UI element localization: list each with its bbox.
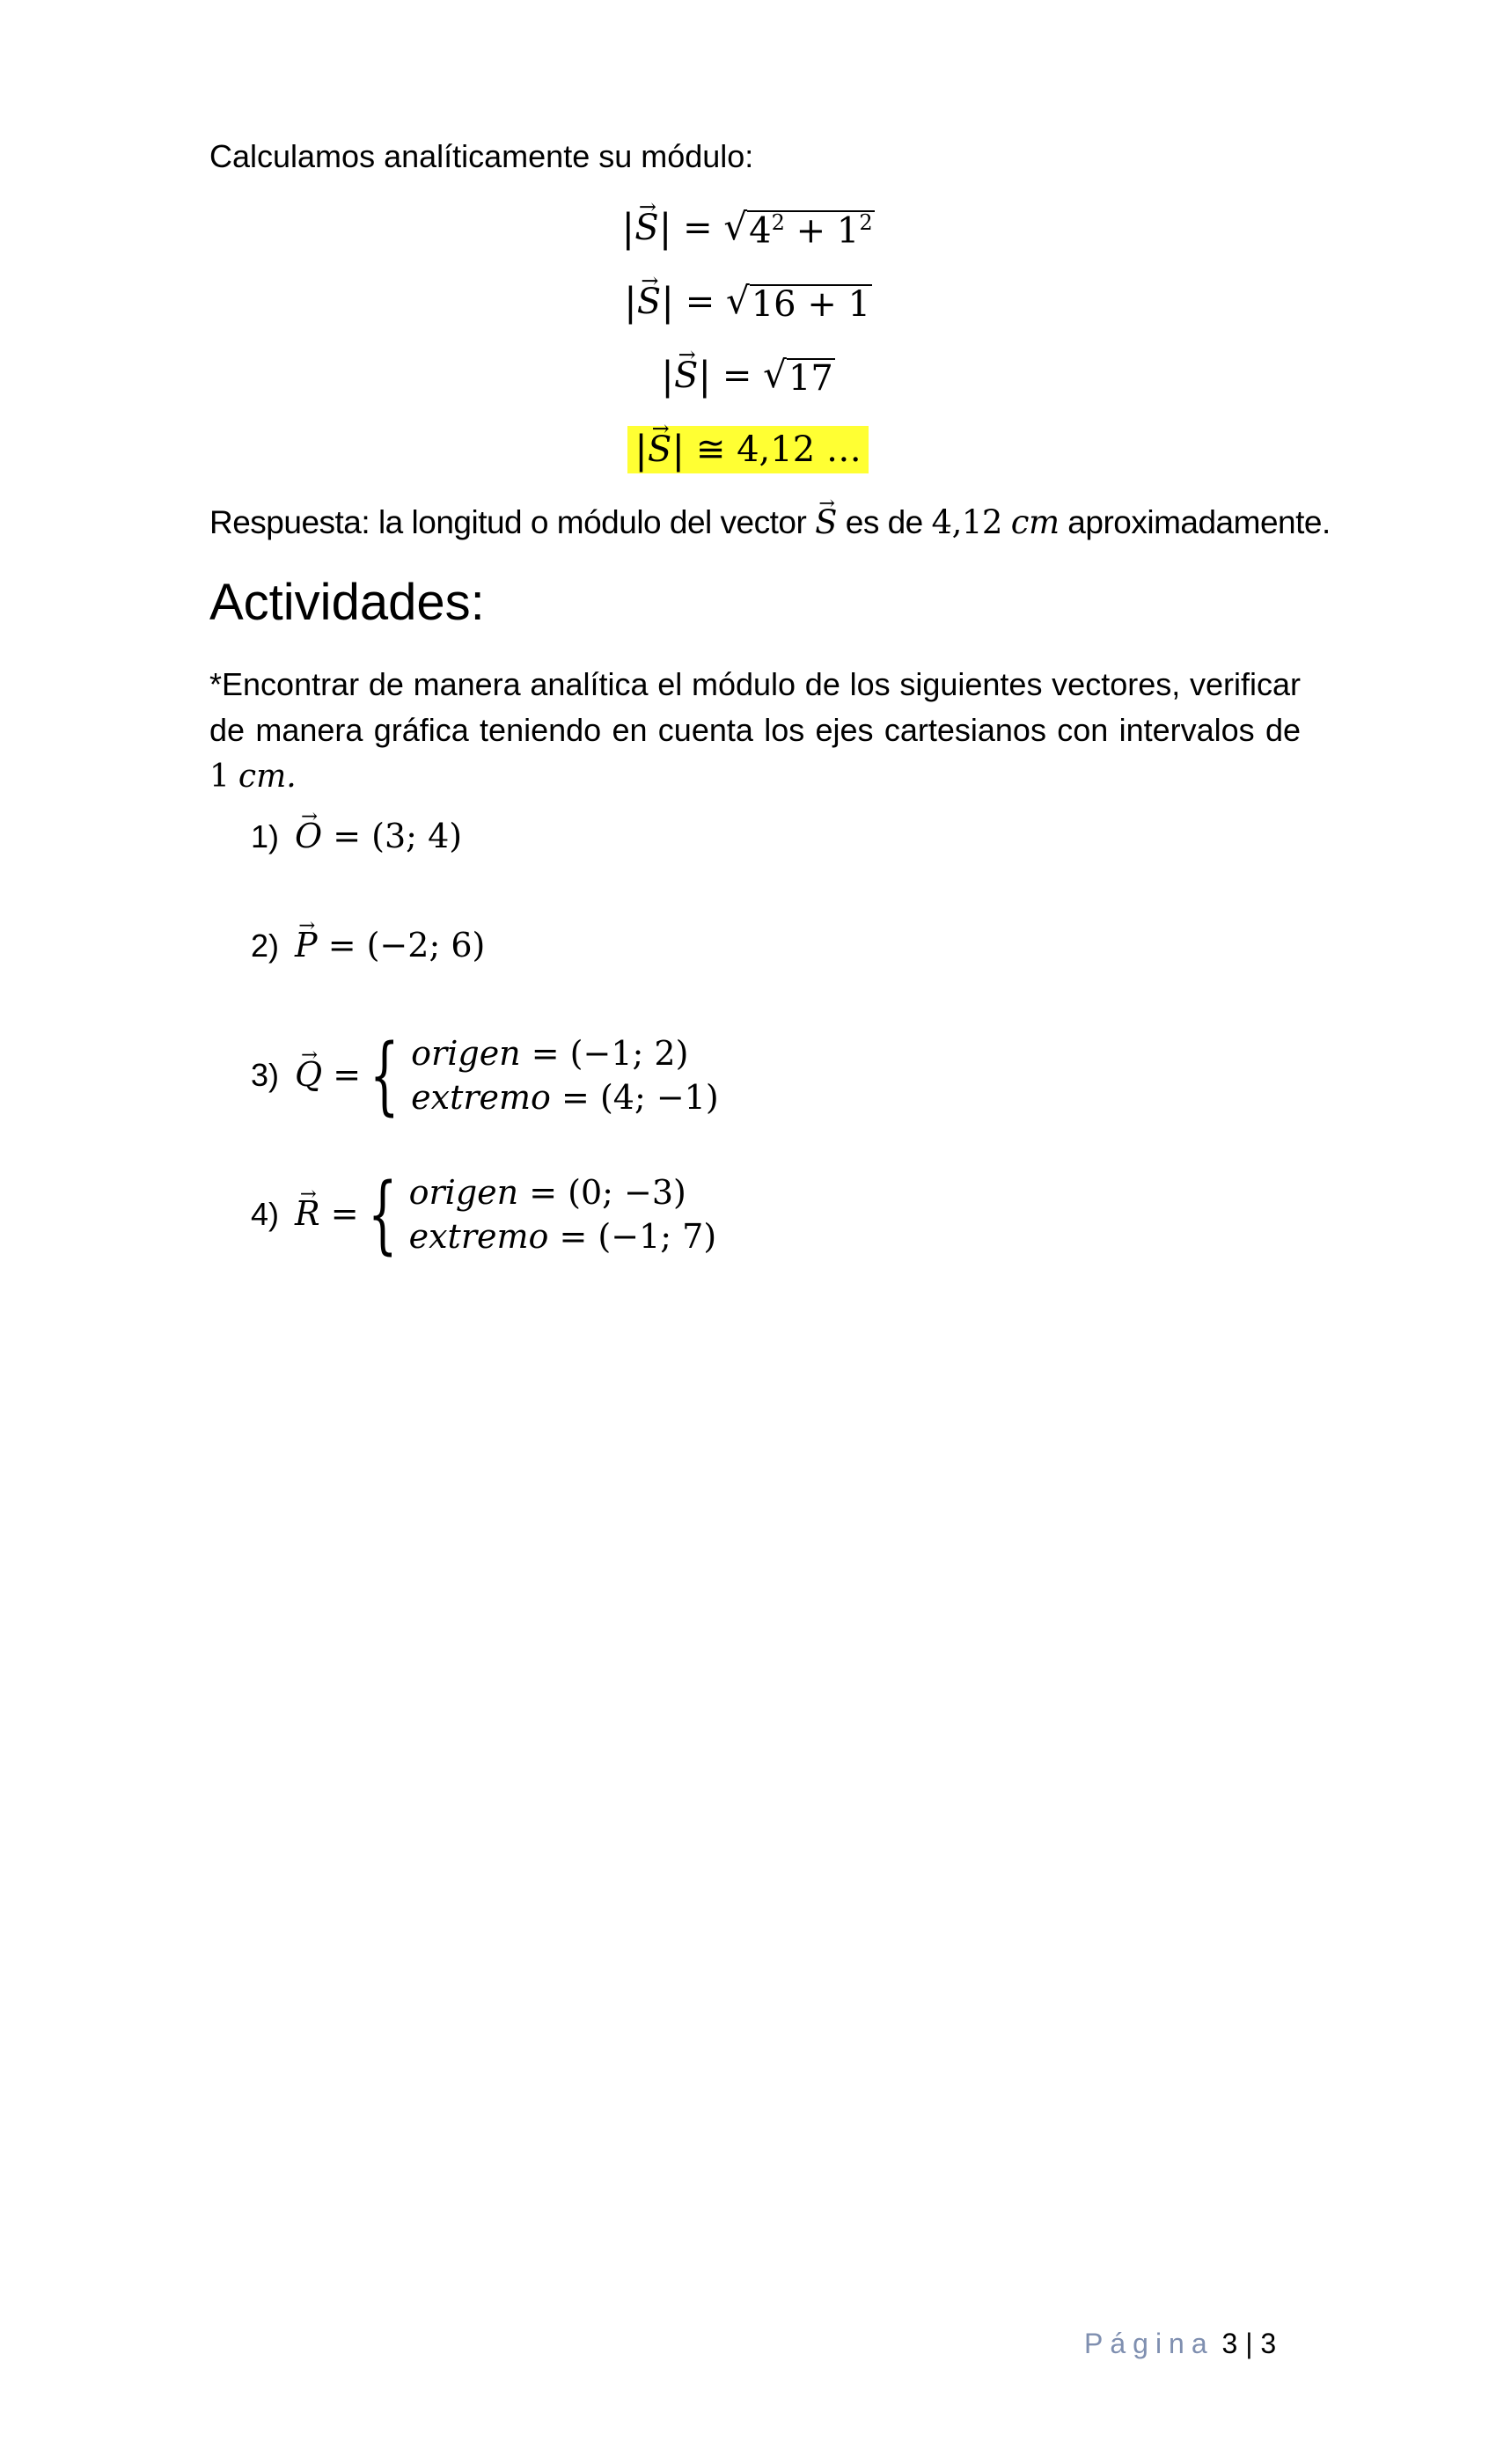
eq3-radicand: 17	[788, 358, 833, 400]
origin-label: origen	[411, 1034, 521, 1073]
equation-4-highlighted: |→ S| ≅ 4,12 …	[0, 426, 1496, 473]
left-brace-icon: {	[367, 1165, 398, 1264]
vector-s-symbol: → S	[637, 281, 661, 323]
activities-heading: Actividades:	[209, 574, 485, 631]
item-number: 1)	[251, 818, 280, 855]
equation-1: |→ S| = √ $4^2 + 1^2$	[0, 204, 1496, 251]
vector-r-symbol: → R	[295, 1194, 320, 1235]
vector-s-symbol: → S	[634, 207, 658, 249]
equation-2: |→ S| = √ 16 + 1	[0, 278, 1496, 325]
item-value: = (3; 4)	[333, 817, 463, 855]
eq2-radicand: 16 + 1	[751, 284, 871, 326]
vector-q-symbol: → Q	[295, 1055, 322, 1096]
eq4-result: ≅ 4,12 …	[695, 429, 862, 470]
eq1-term-b: 1	[836, 210, 860, 252]
end-value: = (4; −1)	[561, 1078, 719, 1117]
answer-text	[209, 503, 1331, 542]
instructions-value: 1	[209, 759, 230, 795]
item-number: 3)	[251, 1057, 280, 1094]
item-value: = (−2; 6)	[327, 926, 486, 964]
answer-unit: cm	[1010, 503, 1060, 541]
activity-item-3: 3) → Q = { origen = (−1; 2) extremo = (4; −1)	[251, 1031, 719, 1119]
answer-prefix: Respuesta: la longitud o módulo del vector	[209, 504, 816, 540]
activity-item-4: 4) → R = { origen = (0; −3) extremo = (−1; 7)	[251, 1170, 716, 1258]
item-number: 2)	[251, 928, 280, 964]
footer-current-page: 3	[1221, 2328, 1238, 2359]
end-label: extremo	[408, 1217, 549, 1256]
equation-3: |→ S| = √ 17	[0, 352, 1496, 399]
page-footer	[1084, 2327, 1276, 2360]
footer-separator: |	[1245, 2328, 1253, 2359]
vector-p-symbol: → P	[295, 926, 318, 966]
activity-item-2	[251, 926, 485, 966]
vector-s-symbol: → S	[674, 355, 698, 397]
footer-total-pages: 3	[1260, 2328, 1277, 2359]
answer-suffix: aproximadamente.	[1059, 504, 1331, 540]
instructions-paragraph	[209, 662, 1301, 800]
eq1-term-a: 4	[749, 210, 772, 252]
vector-s-symbol: → S	[648, 429, 671, 471]
activity-item-1	[251, 817, 462, 857]
footer-page-label: Página	[1084, 2328, 1214, 2359]
vector-o-symbol: → O	[295, 817, 322, 857]
answer-value: 4,12	[931, 503, 1002, 541]
instructions-unit: cm.	[238, 759, 297, 795]
intro-text: Calculamos analíticamente su módulo:	[209, 138, 754, 174]
end-value: = (−1; 7)	[559, 1217, 717, 1256]
left-brace-icon: {	[370, 1026, 400, 1125]
instructions-text: *Encontrar de manera analítica el módulo de los siguientes vectores, verificar de manera gráfica teniendo en cuenta los ejes cartesianos con intervalos de	[209, 666, 1301, 748]
answer-middle: es de	[836, 504, 932, 540]
origin-value: = (−1; 2)	[531, 1034, 689, 1073]
end-label: extremo	[411, 1078, 551, 1117]
origin-label: origen	[408, 1173, 519, 1212]
item-number: 4)	[251, 1196, 280, 1233]
answer-vector: → S	[815, 503, 837, 542]
origin-value: = (0; −3)	[529, 1173, 686, 1212]
